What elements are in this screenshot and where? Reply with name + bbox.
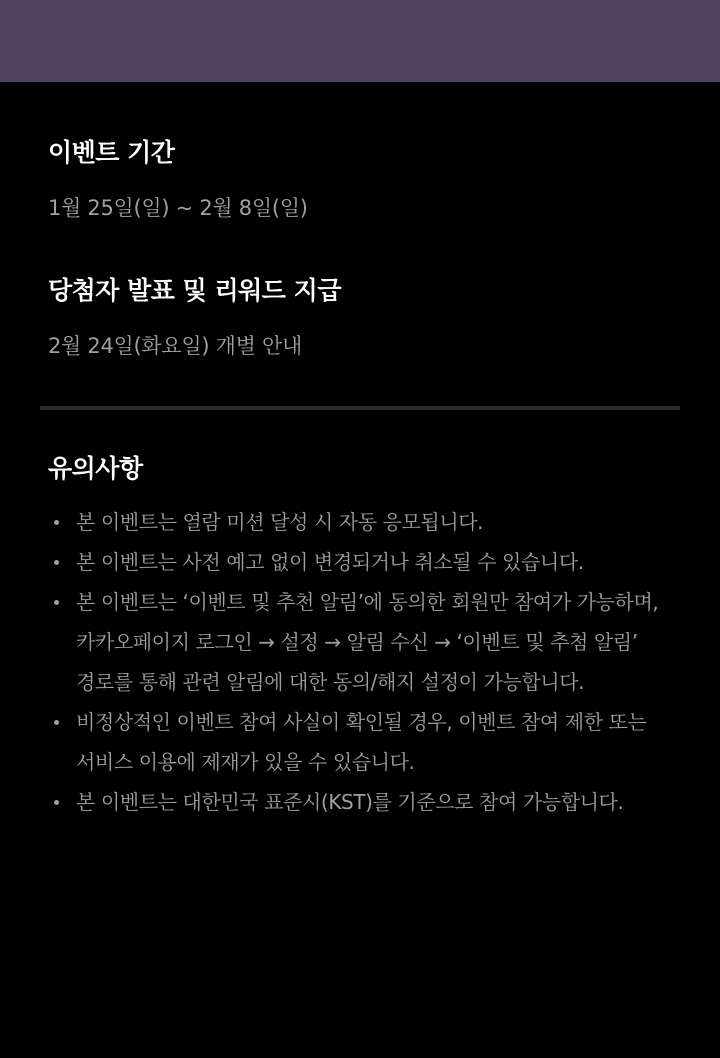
notice-text: 본 이벤트는 ‘이벤트 및 추천 알림’에 동의한 회원만 참여가 가능하며, 카카오페이지 로그인 → 설정 → 알림 수신 → ‘이벤트 및 추첨 알림’ 경로를 통해 관련 알림에 대한 동의/해지 설정이 가능합니다. xyxy=(76,590,659,694)
bullet-dot-icon xyxy=(54,560,59,565)
notice-text: 본 이벤트는 열람 미션 달성 시 자동 응모됩니다. xyxy=(76,510,484,534)
notice-item xyxy=(48,542,670,582)
section-divider xyxy=(40,406,680,410)
bullet-dot-icon xyxy=(54,720,59,725)
notice-item xyxy=(48,702,670,782)
event-period-value: 1월 25일(일) ~ 2월 8일(일) xyxy=(48,196,308,220)
header-bar xyxy=(0,0,720,82)
notice-item xyxy=(48,502,670,542)
notice-item xyxy=(48,582,670,702)
winner-announcement-value: 2월 24일(화요일) 개별 안내 xyxy=(48,334,302,358)
notice-text: 비정상적인 이벤트 참여 사실이 확인될 경우, 이벤트 참여 제한 또는 서비스 이용에 제재가 있을 수 있습니다. xyxy=(76,710,647,774)
notice-item xyxy=(48,782,670,822)
event-period-title: 이벤트 기간 xyxy=(48,138,175,167)
winner-announcement-title: 당첨자 발표 및 리워드 지급 xyxy=(48,276,341,305)
notice-list xyxy=(48,502,670,822)
bullet-dot-icon xyxy=(54,800,59,805)
bullet-dot-icon xyxy=(54,600,59,605)
notice-text: 본 이벤트는 대한민국 표준시(KST)를 기준으로 참여 가능합니다. xyxy=(76,790,624,814)
notices-title: 유의사항 xyxy=(48,454,143,483)
bullet-dot-icon xyxy=(54,520,59,525)
notice-text: 본 이벤트는 사전 예고 없이 변경되거나 취소될 수 있습니다. xyxy=(76,550,584,574)
